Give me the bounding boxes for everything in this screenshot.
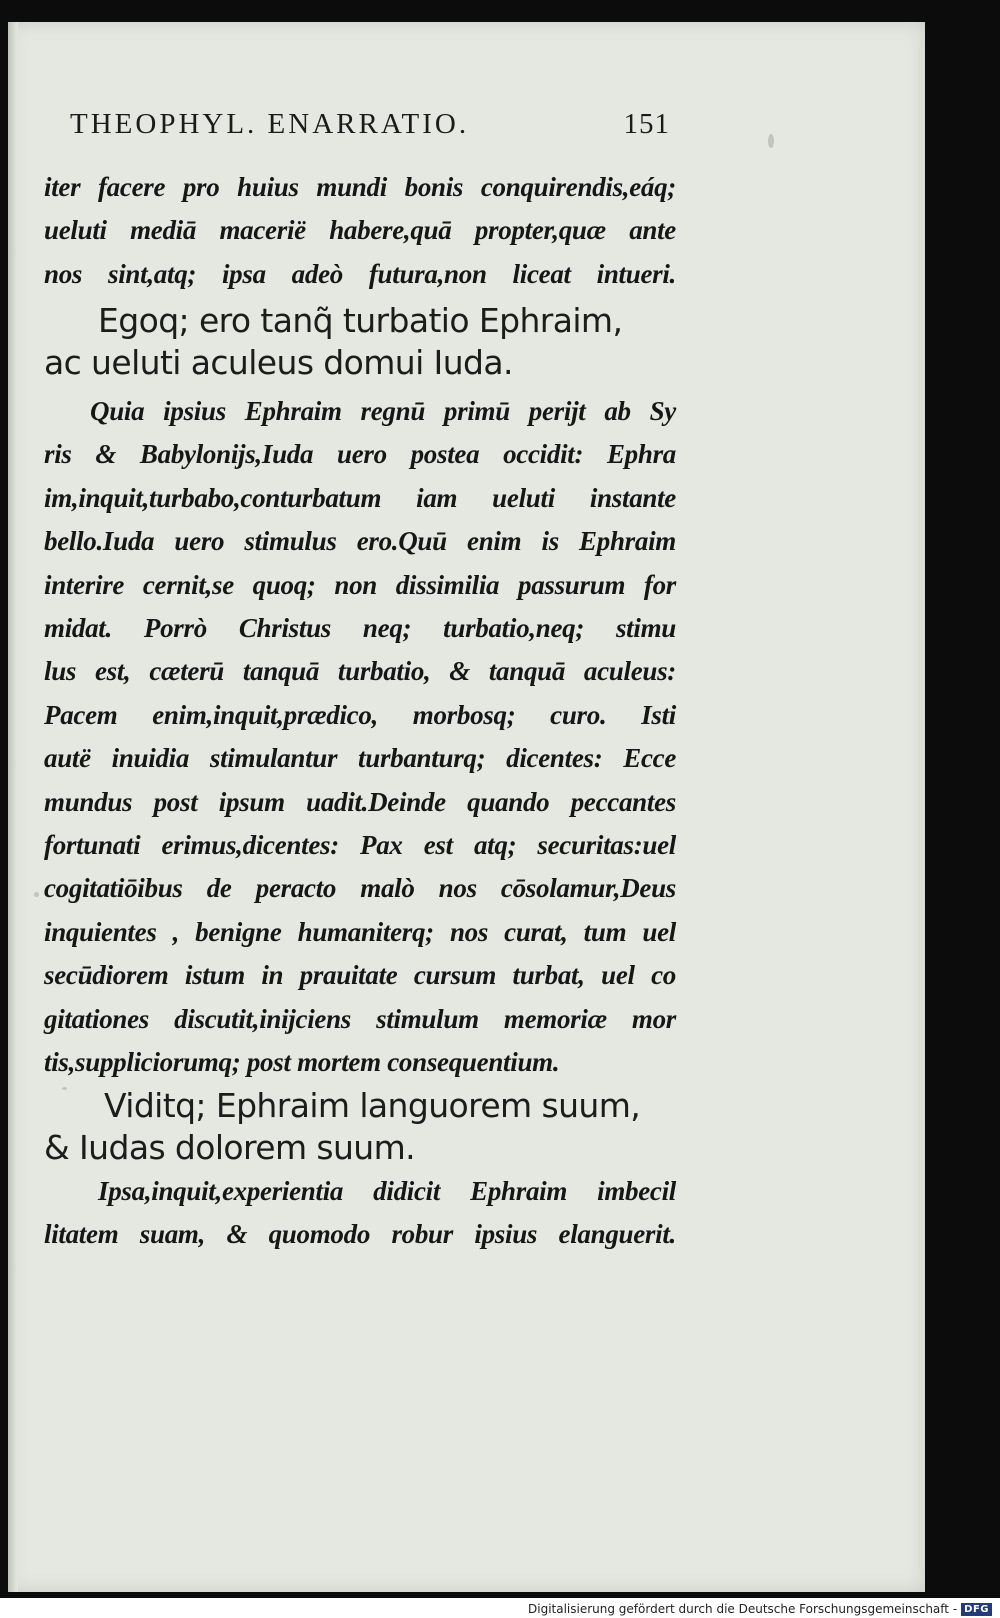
text-line: midat. Porrò Christus neq; turbatio,neq; stimu	[44, 613, 676, 644]
text-line: ueluti mediā macerië habere,quā propter,quæ ante	[44, 215, 676, 246]
text-line: im,inquit,turbabo,conturbatum iam ueluti instante	[44, 482, 676, 513]
text-line: Pacem enim,inquit,prædico, morbosq; curo. Isti	[44, 699, 676, 730]
scripture-lemma-2	[44, 1085, 676, 1169]
text-line: lus est, cæterū tanquā turbatio, & tanquā aculeus:	[44, 656, 676, 687]
running-head-title: THEOPHYL. ENARRATIO.	[70, 108, 470, 140]
ink-smudge	[34, 892, 39, 897]
text-line: autë inuidia stimulantur turbanturq; dicentes: Ecce	[44, 743, 676, 774]
digitization-credit	[528, 1602, 992, 1616]
ink-smudge	[768, 134, 774, 148]
commentary-paragraph-3	[44, 1170, 676, 1257]
lemma-line: & Iudas dolorem suum.	[44, 1128, 416, 1167]
text-line: gitationes discutit,inijciens stimulum memoriæ mor	[44, 1003, 676, 1034]
text-line: bello.Iuda uero stimulus ero.Quū enim is Ephraim	[44, 526, 676, 557]
dfg-logo: DFG	[961, 1603, 992, 1616]
text-line: tis,suppliciorumq; post mortem consequentium.	[44, 1047, 560, 1078]
text-line: inquientes , benigne humaniterq; nos curat, tum uel	[44, 916, 676, 947]
lemma-line: Egoq; ero tanq̃ turbatio Ephraim,	[98, 301, 623, 340]
lemma-line: ac ueluti aculeus domui Iuda.	[44, 343, 513, 382]
running-head	[70, 108, 670, 141]
text-line: litatem suam, & quomodo robur ipsius elanguerit.	[44, 1219, 676, 1250]
text-line: fortunati erimus,dicentes: Pax est atq; securitas:uel	[44, 830, 676, 861]
text-line: iter facere pro huius mundi bonis conquirendis,eáq;	[44, 172, 676, 202]
credit-text: Digitalisierung gefördert durch die Deutsche Forschungsgemeinschaft -	[528, 1602, 958, 1616]
text-line: interire cernit,se quoq; non dissimilia passurum for	[44, 569, 676, 600]
lemma-line: Viditq; Ephraim languorem suum,	[104, 1086, 641, 1125]
text-line: nos sint,atq; ipsa adeò futura,non liceat intueri.	[44, 258, 676, 289]
text-line: Quia ipsius Ephraim regnū primū perijt ab Sy	[90, 396, 676, 426]
text-line: mundus post ipsum uadit.Deinde quando peccantes	[44, 786, 676, 817]
text-line: Ipsa,inquit,experientia didicit Ephraim imbecil	[98, 1176, 676, 1206]
page-gutter-edge	[8, 22, 18, 1592]
text-line: ris & Babylonijs,Iuda uero postea occidit: Ephra	[44, 439, 676, 470]
commentary-paragraph-2	[44, 390, 676, 1085]
scripture-lemma-1	[44, 300, 676, 384]
text-line: secūdiorem istum in prauitate cursum turbat, uel co	[44, 960, 676, 991]
text-line: cogitatiōibus de peracto malò nos cōsolamur,Deus	[44, 873, 676, 904]
commentary-paragraph-1	[44, 166, 676, 296]
page-number: 151	[623, 108, 670, 140]
